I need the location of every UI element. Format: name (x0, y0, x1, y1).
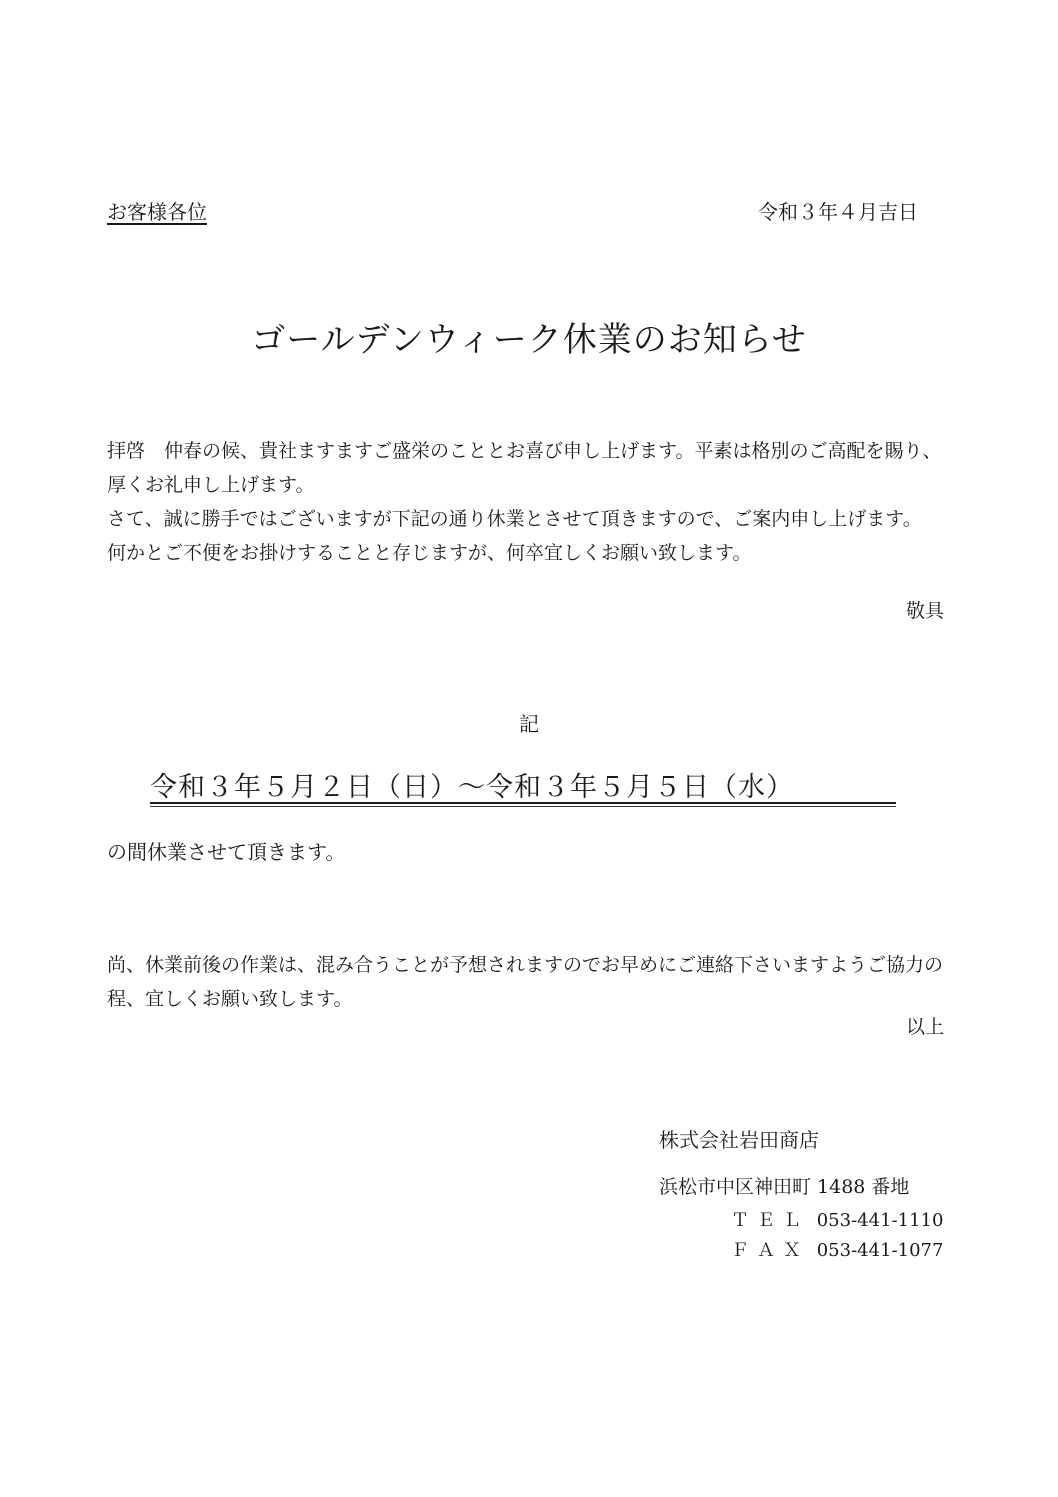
sender-company: 株式会社岩田商店 (659, 1128, 819, 1152)
sender-fax (731, 1236, 943, 1262)
closure-note: の間休業させて頂きます。 (107, 840, 346, 864)
note-closing: 以上 (905, 1016, 944, 1038)
period-underline-secondary (150, 806, 896, 807)
note-paragraph: 尚、休業前後の作業は、混み合うことが予想されますのでお早めにご連絡下さいますようご協力の程、宜しくお願い致します。 (107, 954, 944, 1010)
sender-address: 浜松市中区神田町 1488 番地 (659, 1176, 910, 1198)
tel-label: ＴＥＬ (731, 1210, 809, 1231)
closure-period-text: 令和３年５月２日（日）～令和３年５月５日（水） (150, 772, 794, 803)
ki-heading: 記 (519, 712, 539, 736)
fax-label: ＦＡＸ (731, 1240, 809, 1261)
greeting-text: 拝啓 仲春の候、貴社ますますご盛栄のこととお喜び申し上げます。平素は格別のご高配を賜り、厚くお礼申し上げます。 さて、誠に勝手ではございますが下記の通り休業とさせて頂きますので、ご案内申し上げます。 何かとご不便をお掛けすることと存じますが、何卒宜しくお願い致します。 (107, 440, 942, 564)
greeting-closing: 敬具 (905, 600, 944, 622)
addressee: お客様各位 (107, 200, 207, 224)
sender-tel (731, 1206, 943, 1232)
tel-number: 053-441-1110 (816, 1210, 944, 1231)
closure-period (150, 765, 895, 804)
issue-date: 令和３年４月吉日 (758, 200, 918, 224)
period-underline (150, 802, 896, 804)
greeting-paragraph (107, 434, 947, 570)
fax-number: 053-441-1077 (816, 1240, 944, 1261)
page-title: ゴールデンウィーク休業のお知らせ (251, 320, 807, 360)
